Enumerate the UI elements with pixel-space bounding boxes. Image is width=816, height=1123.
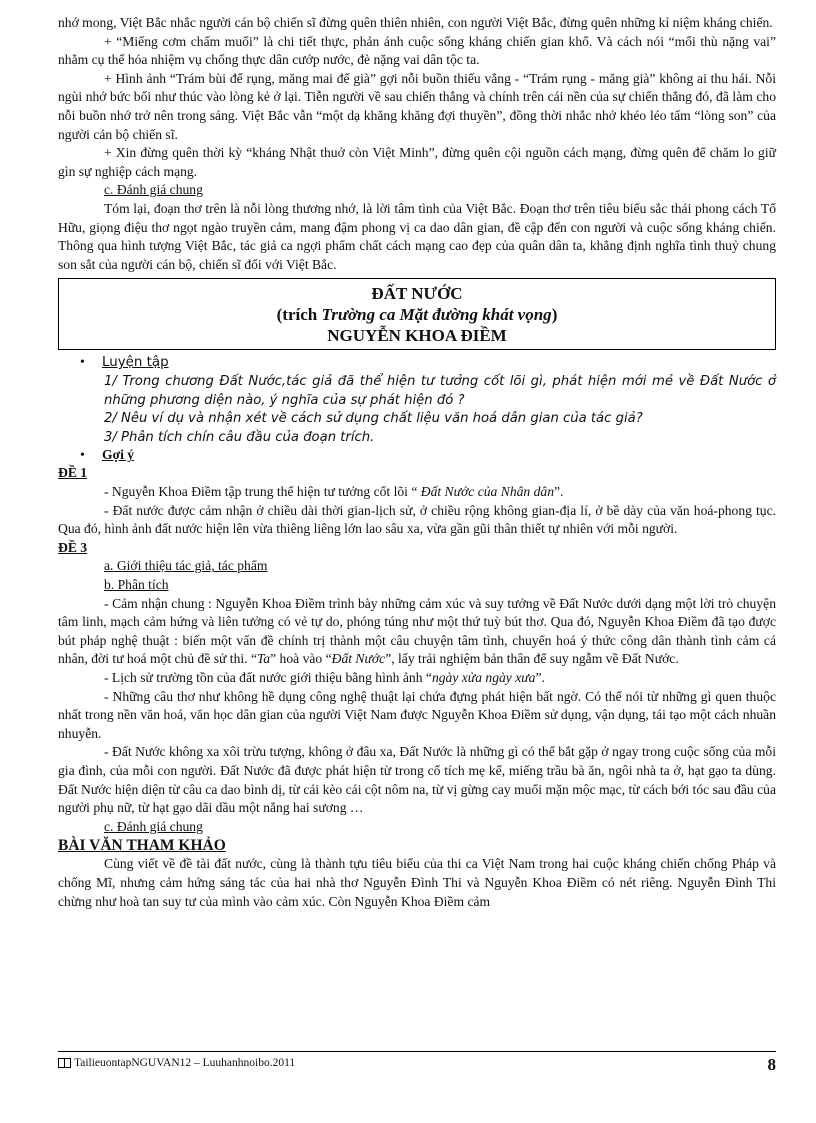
de3-paragraph-4: - Đất Nước không xa xôi trừu tượng, không ở đâu xa, Đất Nước là những gì có thể bắt gặp ở ngay trong cuộc sống của mỗi gia đình, của mỗi con người. Đất Nước đã được phát hiện từ trong cổ tích mẹ kể, miếng trầu bà ăn, ngôi nhà ta ở, hạt gạo ta dùng. Đất Nước hiện diện từ câu ca dao bình dị, từ cái kèo cái cột nôm na, từ vị gừng cay muối mặn mộc mạc, từ cách bới tóc sau đầu của người phụ nữ, từ hạt gạo dãi dầu một nắng hai sương …	[58, 744, 776, 816]
practice-heading-row	[80, 354, 776, 373]
intro-summary: Tóm lại, đoạn thơ trên là nỗi lòng thương nhớ, là lời tâm tình của Việt Bắc. Đoạn thơ trên tiêu biểu sắc thái phong cách Tố Hữu, giọng điệu thơ ngọt ngào truyền cảm, mang đậm phong vị ca dao dân gian, đề cập đến con người và cuộc sống kháng chiến. Thông qua hình tượng Việt Bắc, tác giả ca ngợi phẩm chất cách mạng cao đẹp của quân dân ta, khẳng định nghĩa tình thuỷ chung son sắt của người cán bộ, chiến sĩ đối với Việt Bắc.	[58, 200, 776, 272]
de1-p1-italic: Đất Nước của Nhân dân	[420, 484, 554, 500]
de3-p2-prefix: - Lịch sử trường tồn của đất nước giới thiệu bằng hình ảnh “	[104, 670, 432, 686]
lesson-title-box	[58, 278, 776, 350]
practice-question-3: 3/ Phân tích chín câu đầu của đoạn trích.	[104, 429, 375, 445]
book-icon	[58, 1058, 71, 1067]
intro-subheading: c. Đánh giá chung	[104, 182, 203, 198]
practice-question-1: 1/ Trong chương Đất Nước,tác giả đã thể hiện tư tưởng cốt lõi gì, phát hiện mới mẻ về Đất Nước ở những phương diện nào, ý nghĩa của sự phát hiện đó ?	[104, 374, 776, 408]
de3-paragraph-1	[58, 595, 776, 669]
lesson-subtitle	[59, 304, 775, 325]
de3-p1-ta: Ta	[257, 651, 271, 667]
de3-p1-a: - Cảm nhận chung : Nguyễn Khoa Điềm trình bày những cảm xúc và suy tưởng về Đất Nước dưới dạng một lời trò chuyện tâm linh, mạch cảm hứng và liên tưởng có vẻ tự do, phóng túng như một thứ tuỳ bút thơ. Qua đó, Nguyễn Khoa Điềm đã tạo được bút pháp nghệ thuật : biến một vấn đề chính trị thành một câu chuyện tâm tình, chuyển hoá ý thức công dân thành tình cảm cá nhân, đời tư hoá một chủ đề sử thi. “	[58, 595, 776, 667]
bullet-icon: •	[80, 355, 85, 371]
subtitle-work: Trường ca Mặt đường khát vọng	[321, 305, 552, 325]
practice-question-2: 2/ Nêu ví dụ và nhận xét về cách sử dụng chất liệu văn hoá dân gian của tác giả?	[104, 411, 643, 427]
document-page	[58, 14, 776, 911]
footer-label	[58, 1057, 295, 1069]
suggestion-heading-row	[80, 447, 776, 464]
de3-p2-italic: ngày xửa ngày xưa	[431, 670, 536, 686]
de1-p1-suffix: ”.	[554, 484, 564, 500]
intro-paragraph-1: nhớ mong, Việt Bắc nhắc người cán bộ chiến sĩ đừng quên thiên nhiên, con người Việt Bắc, đừng quên những kỉ niệm kháng chiến.	[58, 15, 773, 30]
suggestion-heading: Gợi ý	[102, 447, 135, 463]
de3-paragraph-3: - Những câu thơ như không hề dụng công nghệ thuật lại chứa đựng phát hiện bất ngờ. Có thể nói từ những gì quen thuộc nhất trong nền văn hoá, văn học dân gian của người Việt Nam được Nguyễn Khoa Điềm sử dụng, vận dụng, tái tạo một cách nhuần nhuyễn.	[58, 688, 776, 741]
reference-paragraph-1: Cùng viết về đề tài đất nước, cùng là thành tựu tiêu biểu của thi ca Việt Nam trong hai cuộc kháng chiến chống Pháp và chống Mĩ, nhưng cảm hứng sáng tác của hai nhà thơ Nguyễn Đình Thi và Nguyễn Khoa Điềm có nét riêng. Nguyễn Đình Thi chừng như hoà tan suy tư của mình vào cảm xúc. Còn Nguyễn Khoa Điềm cảm	[58, 856, 776, 909]
page-number: 8	[767, 1055, 776, 1074]
de3-paragraph-2	[58, 669, 776, 688]
reference-heading: BÀI VĂN THAM KHẢO	[58, 837, 226, 855]
intro-paragraph-3: + Hình ảnh “Trám bùi để rụng, măng mai để già” gợi nỗi buồn thiếu vắng - “Trám rụng - măng già” không ai thu hái. Nỗi ngùi nhớ bức bối như thúc vào lòng kẻ ở lại. Tiễn người về sau chiến thắng và chính trên cái nền của sự chiến thắng đó, đã làm cho nỗi buồn nhớ trở nên trong sáng. Việt Bắc vẫn “một dạ khăng khăng đợi thuyền”, đồng thời nhắc nhở khéo léo tấm “lòng son” của người cán bộ chiến sĩ.	[58, 70, 776, 142]
page-footer	[58, 1051, 776, 1074]
de3-p1-dn: Đất Nước	[331, 651, 386, 667]
de3-p2-suffix: ”.	[535, 670, 545, 686]
de3-sub-b: b. Phân tích	[104, 577, 169, 593]
lesson-author: NGUYỄN KHOA ĐIỀM	[327, 326, 507, 346]
lesson-title: ĐẤT NƯỚC	[371, 284, 463, 304]
de1-paragraph-2: - Đất nước được cảm nhận ở chiều dài thời gian-lịch sử, ở chiều rộng không gian-địa lí, ở bề dày của văn hoá-phong tục. Qua đó, hình ảnh đất nước hiện lên vừa thiêng liêng lớn lao sâu xa, vừa gần gũi thân thiết tự nhiên với mỗi người.	[58, 502, 776, 537]
subtitle-suffix: )	[551, 305, 558, 325]
intro-paragraph-4: + Xin đừng quên thời kỳ “kháng Nhật thuở còn Việt Minh”, đừng quên cội nguồn cách mạng, đừng quên để chăm lo giữ gìn sự nghiệp cách mạng.	[58, 145, 776, 179]
de3-p1-b: ” hoà vào “	[270, 651, 332, 667]
de3-label: ĐỀ 3	[58, 539, 88, 555]
de1-p1-prefix: - Nguyễn Khoa Điềm tập trung thể hiện tư tưởng cốt lõi “	[104, 484, 421, 500]
de1-label: ĐỀ 1	[58, 465, 88, 481]
bullet-icon: •	[80, 448, 85, 464]
de3-sub-c: c. Đánh giá chung	[104, 818, 203, 834]
de3-p1-c: ”, lấy trải nghiệm bản thân để suy ngẫm về Đất Nước.	[385, 651, 679, 667]
practice-heading: Luyện tập	[102, 355, 169, 371]
de1-paragraph-1	[58, 483, 776, 502]
de3-sub-a: a. Giới thiệu tác giả, tác phẩm	[104, 558, 268, 574]
intro-paragraph-2: + “Miếng cơm chấm muối” là chi tiết thực, phản ánh cuộc sống kháng chiến gian khổ. Và cách nói “mối thù nặng vai” nhằm cụ thể hóa nhiệm vụ chống thực dân cướp nước, đè nặng vai dân tộc ta.	[58, 33, 776, 68]
subtitle-prefix: (trích	[276, 305, 322, 325]
footer-text: TailieuontapNGUVAN12 – Luuhanhnoibo.2011	[74, 1057, 296, 1069]
